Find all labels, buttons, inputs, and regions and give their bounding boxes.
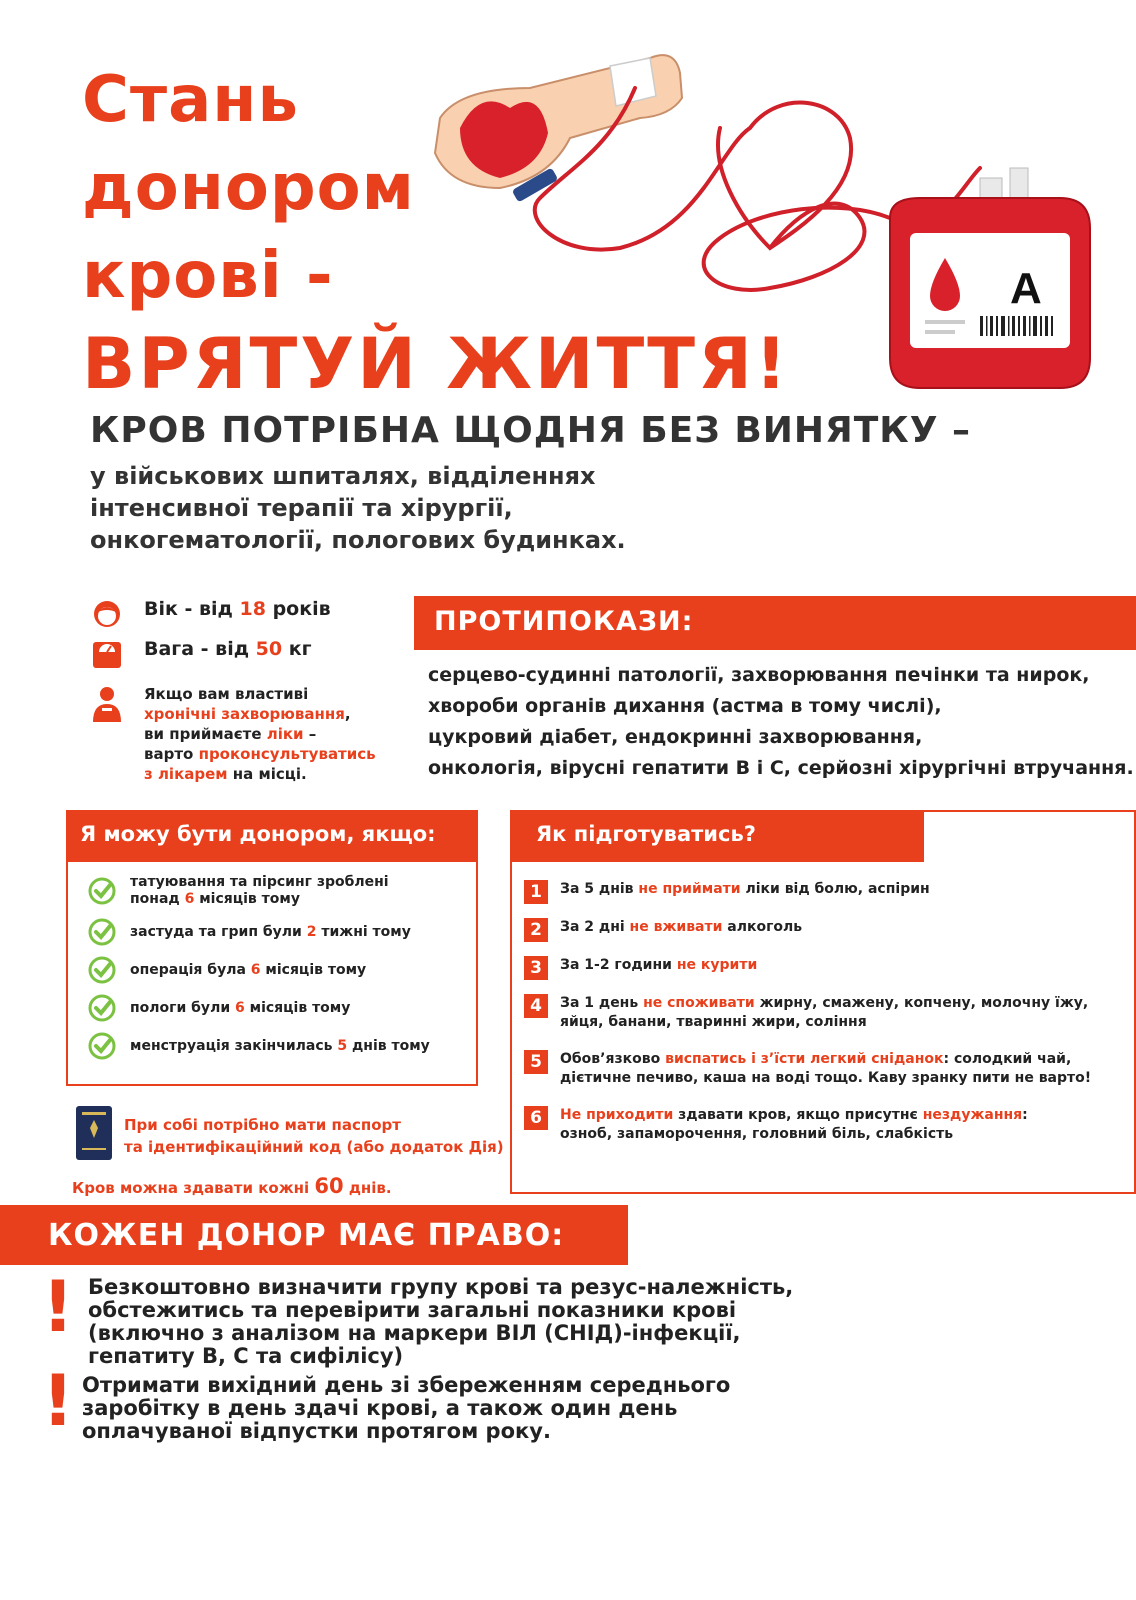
donor-if-text: операція була bbox=[130, 961, 251, 978]
age-value: 18 bbox=[239, 598, 266, 620]
headline-line-1: Стань bbox=[82, 63, 299, 137]
contraindications-list bbox=[428, 660, 1136, 784]
step-text: яйця, банани, тваринні жири, соління bbox=[560, 1014, 867, 1030]
exclamation-icon: ! bbox=[42, 1266, 74, 1348]
frequency-value: 60 bbox=[314, 1174, 344, 1198]
check-icon bbox=[88, 918, 116, 946]
right-line: обстежитись та перевірити загальні показники крові bbox=[88, 1298, 737, 1322]
prepare-step bbox=[524, 1106, 1028, 1144]
step-text: жирну, смажену, копчену, молочну їжу, bbox=[754, 995, 1089, 1011]
step-text: : bbox=[1022, 1107, 1028, 1123]
donor-if-item bbox=[88, 956, 366, 984]
prepare-step bbox=[524, 994, 1088, 1032]
check-icon bbox=[88, 877, 116, 905]
doctor-should: варто bbox=[144, 745, 199, 763]
doctor-with-doctor: з лікарем bbox=[144, 765, 228, 783]
need-line-2: інтенсивної терапії та хірургії, bbox=[90, 494, 513, 522]
donor-if-number: 2 bbox=[306, 923, 317, 940]
right-item-2 bbox=[82, 1374, 842, 1443]
doctor-medicine: ліки bbox=[266, 725, 304, 743]
need-text bbox=[90, 460, 810, 556]
step-highlight: нездужання bbox=[922, 1107, 1023, 1123]
donor-if-text: місяців тому bbox=[194, 891, 300, 907]
donation-frequency bbox=[72, 1174, 392, 1198]
donor-if-item bbox=[88, 918, 411, 946]
doctor-chronic: хронічні захворювання bbox=[144, 705, 345, 723]
right-line: Отримати вихідний день зі збереженням середнього bbox=[82, 1373, 731, 1397]
need-line-3: онкогематології, пологових будинках. bbox=[90, 526, 626, 554]
donor-if-text: пологи були bbox=[130, 999, 235, 1016]
step-number: 5 bbox=[524, 1050, 548, 1074]
blood-type-label: A bbox=[1010, 264, 1042, 313]
requirement-age bbox=[90, 598, 331, 632]
passport-line-2: та ідентифікаційний код (або додаток Дія) bbox=[124, 1138, 504, 1156]
step-highlight: виспатись і з’їсти легкий сніданок bbox=[665, 1051, 944, 1067]
person-icon bbox=[90, 598, 124, 632]
check-icon bbox=[88, 1032, 116, 1060]
step-text: За 1 день bbox=[560, 995, 644, 1011]
check-icon bbox=[88, 956, 116, 984]
contraindication-line: онкологія, вірусні гепатити В і С, серйозні хірургічні втручання. bbox=[428, 757, 1134, 779]
donor-if-text: татуювання та пірсинг зроблені bbox=[130, 874, 389, 890]
step-text: алкоголь bbox=[722, 919, 803, 935]
prepare-step bbox=[524, 918, 802, 942]
right-line: заробітку в день здачі крові, а також один день bbox=[82, 1396, 678, 1420]
weight-suffix: кг bbox=[282, 638, 312, 660]
right-line: (включно з аналізом на маркери ВІЛ (СНІД)-інфекції, bbox=[88, 1321, 741, 1345]
requirement-doctor bbox=[90, 684, 376, 784]
step-number: 6 bbox=[524, 1106, 548, 1130]
headline-line-2: донором bbox=[82, 151, 415, 225]
step-text: За 2 дні bbox=[560, 919, 630, 935]
frequency-prefix: Кров можна здавати кожні bbox=[72, 1179, 315, 1197]
donor-if-text: тижні тому bbox=[316, 923, 411, 940]
prepare-step bbox=[524, 1050, 1091, 1088]
step-highlight: не вживати bbox=[629, 919, 723, 935]
step-number: 2 bbox=[524, 918, 548, 942]
doctor-icon bbox=[90, 684, 124, 724]
step-number: 3 bbox=[524, 956, 548, 980]
right-line: гепатиту В, С та сифілісу) bbox=[88, 1344, 404, 1368]
contraindication-line: серцево-судинні патології, захворювання печінки та нирок, bbox=[428, 664, 1090, 686]
step-text: Обов’язково bbox=[560, 1051, 666, 1067]
contraindication-line: хвороби органів дихання (астма в тому числі), bbox=[428, 695, 942, 717]
passport-icon bbox=[74, 1104, 114, 1162]
step-highlight: не споживати bbox=[643, 995, 755, 1011]
need-line-1: у військових шпиталях, відділеннях bbox=[90, 462, 596, 490]
age-prefix: Вік - від bbox=[144, 598, 240, 620]
doctor-consult: проконсультуватись bbox=[198, 745, 376, 763]
donor-if-text: застуда та грип були bbox=[130, 923, 307, 940]
step-highlight: не курити bbox=[676, 957, 758, 973]
donor-if-text: понад bbox=[130, 891, 185, 907]
prepare-title: Як підготуватись? bbox=[536, 822, 756, 846]
donor-if-number: 6 bbox=[235, 999, 245, 1016]
rights-title: КОЖЕН ДОНОР МАЄ ПРАВО: bbox=[48, 1218, 565, 1253]
headline-line-3: крові - bbox=[82, 239, 334, 313]
age-suffix: років bbox=[265, 598, 331, 620]
step-text: ліки від болю, аспірин bbox=[740, 881, 930, 897]
right-item-1 bbox=[88, 1276, 848, 1368]
right-line: оплачуваної відпустки протягом року. bbox=[82, 1419, 551, 1443]
step-text: озноб, запаморочення, головний біль, слабкість bbox=[560, 1126, 954, 1142]
prepare-step bbox=[524, 956, 757, 980]
weight-value: 50 bbox=[255, 638, 283, 660]
donor-if-text: місяців тому bbox=[244, 999, 351, 1016]
donor-if-item bbox=[88, 874, 389, 908]
step-text: За 1-2 години bbox=[560, 957, 677, 973]
step-text: За 5 днів bbox=[560, 881, 639, 897]
step-highlight: Не приходити bbox=[560, 1107, 674, 1123]
donor-if-number: 6 bbox=[184, 891, 195, 907]
prepare-step bbox=[524, 880, 930, 904]
contraindication-line: цукровий діабет, ендокринні захворювання, bbox=[428, 726, 923, 748]
step-text: здавати кров, якщо присутнє bbox=[673, 1107, 923, 1123]
donor-if-text: менструація закінчилась bbox=[130, 1037, 338, 1054]
donor-if-text: днів тому bbox=[347, 1037, 430, 1054]
passport-line-1: При собі потрібно мати паспорт bbox=[124, 1116, 401, 1134]
requirement-weight bbox=[90, 638, 312, 672]
donor-if-number: 6 bbox=[250, 961, 261, 978]
step-highlight: не приймати bbox=[638, 881, 741, 897]
donor-if-title: Я можу бути донором, якщо: bbox=[80, 822, 436, 846]
check-icon bbox=[88, 994, 116, 1022]
passport-note bbox=[124, 1114, 504, 1158]
doctor-line-1: Якщо вам властиві bbox=[144, 685, 309, 703]
doctor-take: ви приймаєте bbox=[144, 725, 267, 743]
step-number: 4 bbox=[524, 994, 548, 1018]
donor-if-item bbox=[88, 1032, 430, 1060]
step-text: : солодкий чай, bbox=[943, 1051, 1072, 1067]
doctor-on-site: на місці. bbox=[227, 765, 307, 783]
doctor-dash: – bbox=[303, 725, 317, 743]
donor-if-number: 5 bbox=[337, 1037, 348, 1054]
donor-if-item bbox=[88, 994, 350, 1022]
step-text: дієтичне печиво, каша на воді тощо. Каву зранку пити не варто! bbox=[560, 1070, 1092, 1086]
exclamation-icon: ! bbox=[42, 1360, 74, 1442]
donor-if-text: місяців тому bbox=[260, 961, 367, 978]
blood-donation-illustration bbox=[420, 28, 1100, 408]
step-number: 1 bbox=[524, 880, 548, 904]
need-title: КРОВ ПОТРІБНА ЩОДНЯ БЕЗ ВИНЯТКУ – bbox=[90, 410, 972, 451]
headline-line-4: ВРЯТУЙ ЖИТТЯ! bbox=[82, 323, 790, 405]
frequency-suffix: днів. bbox=[343, 1179, 392, 1197]
contraindications-title: ПРОТИПОКАЗИ: bbox=[434, 606, 694, 637]
scale-icon bbox=[90, 638, 124, 672]
weight-prefix: Вага - від bbox=[144, 638, 256, 660]
blood-bag-icon bbox=[890, 168, 1090, 388]
doctor-comma: , bbox=[344, 705, 351, 723]
right-line: Безкоштовно визначити групу крові та резус-належність, bbox=[88, 1275, 794, 1299]
